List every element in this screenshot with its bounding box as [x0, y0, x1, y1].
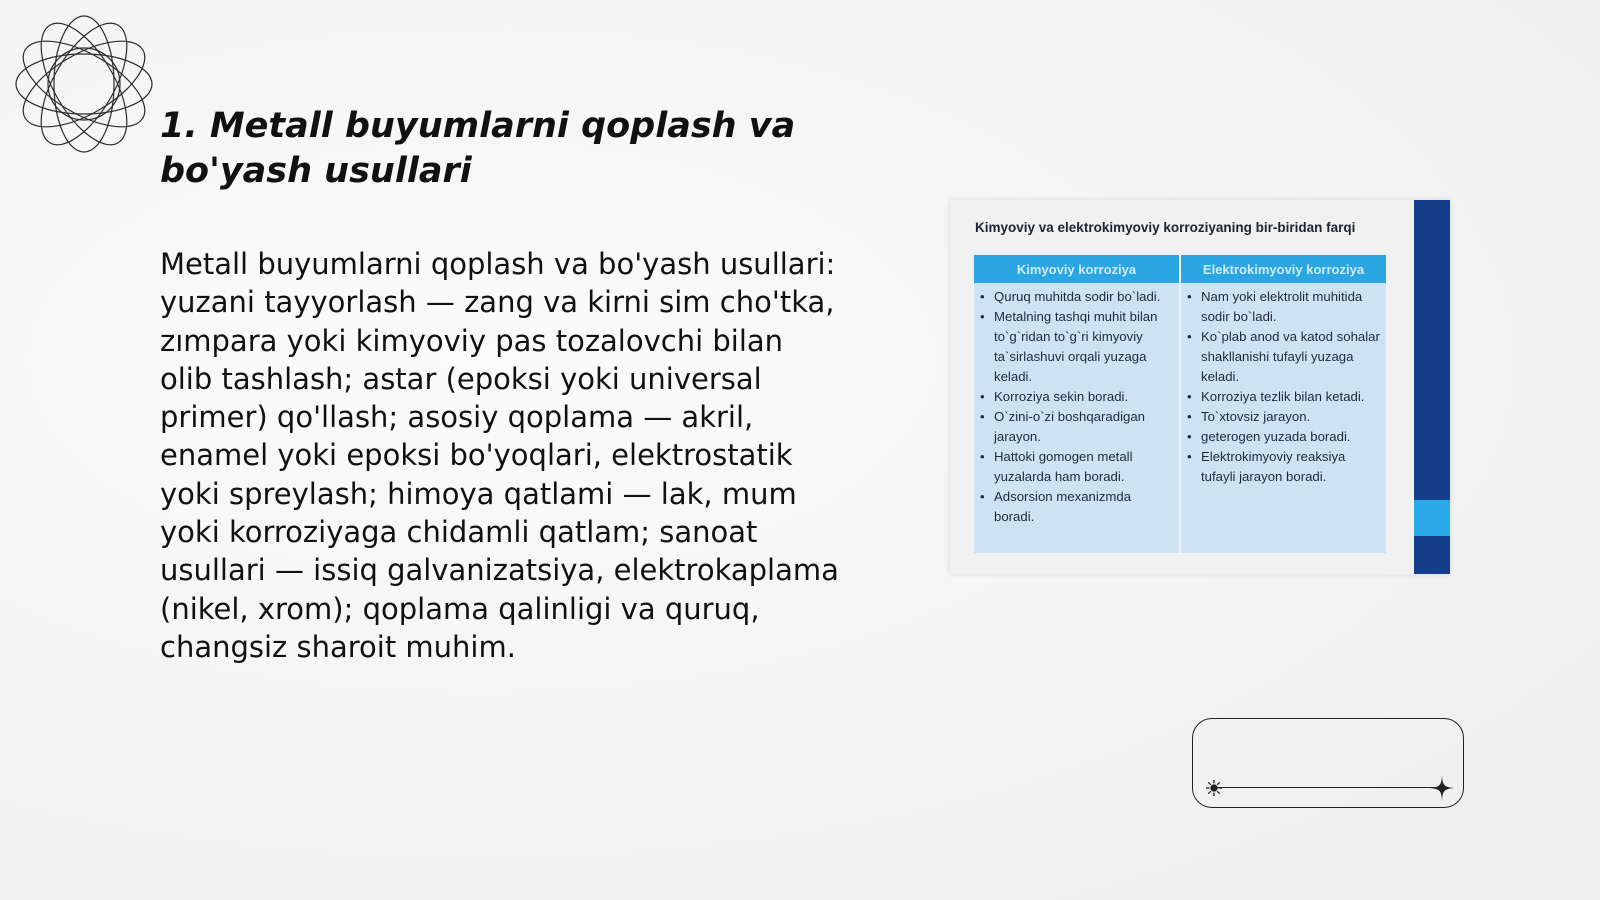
list-item: • Ko`plab anod va katod sohalar shakllanishi tufayli yuzaga keladi. — [1201, 327, 1382, 387]
card-side-bar-accent — [1414, 500, 1450, 536]
electrochemical-column-cell — [1180, 283, 1386, 553]
list-item: • Korroziya sekin boradi. — [994, 387, 1175, 407]
slide-title: 1. Metall buyumlarni qoplash va bo'yash usullari — [160, 106, 796, 191]
comparison-table — [974, 255, 1386, 553]
list-item: • Metalning tashqi muhit bilan to`g`ridan to`g`ri kimyoviy ta`sirlashuvi orqali yuzaga keladi. — [994, 307, 1175, 387]
list-item: • Adsorsion mexanizmda boradi. — [994, 487, 1175, 527]
list-item: • Nam yoki elektrolit muhitida sodir bo`ladi. — [1201, 287, 1382, 327]
comparison-table-image — [950, 200, 1450, 574]
table-card-title: Kimyoviy va elektrokimyoviy korroziyaning bir-biridan farqi — [975, 220, 1356, 235]
list-item: • geterogen yuzada boradi. — [1201, 427, 1382, 447]
column-header-chemical: Kimyoviy korroziya — [974, 255, 1180, 283]
list-item: • Quruq muhitda sodir bo`ladi. — [994, 287, 1175, 307]
list-item: • Hattoki gomogen metall yuzalarda ham boradi. — [994, 447, 1175, 487]
chemical-column-cell — [974, 283, 1180, 553]
column-header-electrochemical: Elektrokimyoviy korroziya — [1180, 255, 1386, 283]
list-item: • Korroziya tezlik bilan ketadi. — [1201, 387, 1382, 407]
sparkle-star-icon — [1430, 775, 1454, 801]
list-item: • Elektrokimyoviy reaksiya tufayli jarayon boradi. — [1201, 447, 1382, 487]
list-item: • O`zini-o`zi boshqaradigan jarayon. — [994, 407, 1175, 447]
slider-line — [1213, 787, 1437, 788]
list-item: • To`xtovsiz jarayon. — [1201, 407, 1382, 427]
sun-icon — [1205, 779, 1223, 797]
decorative-slider-frame — [1192, 718, 1464, 808]
slide-body-text: Metall buyumlarni qoplash va bo'yash usullari: yuzani tayyorlash — zang va kirni sim cho'tka, zımpara yoki kimyoviy pas tozalovchi bilan olib tashlash; astar (epoksi yoki universal primer) qo'llash; asosiy qoplama — akril, enamel yoki epoksi bo'yoqlari, elektrostatik yoki spreylash; himoya qatlami — lak, mum yoki korroziyaga chidamli qatlam; sanoat usullari — issiq galvanizatsiya, elektrokaplama (nikel, xrom); qoplama qalinligi va quruq, changsiz sharoit muhim. — [160, 247, 839, 664]
orbit-ornament-icon — [10, 10, 158, 158]
